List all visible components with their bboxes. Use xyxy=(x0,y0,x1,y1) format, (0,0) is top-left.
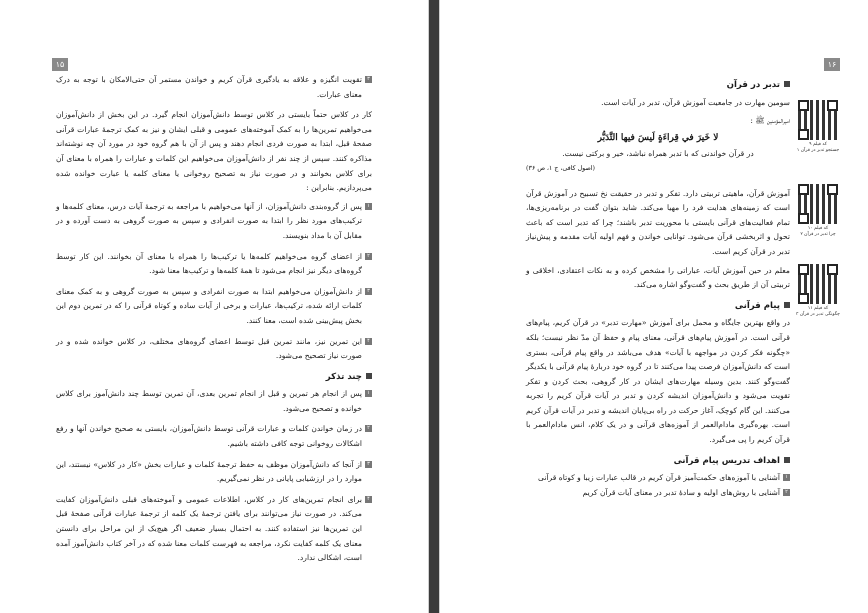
quote-translation: در قرآن خواندنی که با تدبر همراه نباشد، خیر و برکتی نیست. xyxy=(562,149,754,159)
list-item xyxy=(56,285,372,329)
section-heading: تدبر در قرآن xyxy=(526,78,790,93)
item-text: آشنایی با آموزه‌های حکمت‌آمیز قرآن کریم در قالب عبارات زیبا و کوتاه قرآنی xyxy=(538,473,780,483)
qr-caption: کد فیلم ۱۱ چگونگی تدبر در قرآن ۳ xyxy=(796,306,840,317)
item-text: برای انجام تمرین‌های کار در کلاس، اطلاعات عمومی و آموخته‌های قبلی دانش‌آموزان کفایت می‌کند. در صورت نیاز می‌توانند برای یافتن ترجمهٔ یک کلمه از ترجمهٔ عبارات قرآنی صفحهٔ قبل این تمرین‌ها نیز استفاده کنند. به احتمال بسیار ضعیف اگر هیچ‌یک از این مراحل برای دانستن معنای یک کلمه کفایت نکرد، مراجعه به فهرست کلمات معنا شده که در آخر کتاب دانش‌آموز آمده است، اشکالی ندارد. xyxy=(56,494,362,563)
qr-code-icon[interactable] xyxy=(798,100,838,140)
item-text: پس از گروه‌بندی دانش‌آموزان، از آنها می‌خواهیم با مراجعه به ترجمهٔ آیات درس، معنای کلمه‌ها و ترکیب‌های مورد نظر را ابتدا به صورت انفرادی و سپس به صورت گروهی به دست آورده و در مقابل آن با مداد بنویسند. xyxy=(56,201,362,240)
list-item xyxy=(56,250,372,279)
list-item xyxy=(56,200,372,244)
list-item xyxy=(56,387,372,416)
item-text: از دانش‌آموزان می‌خواهیم ابتدا به صورت انفرادی و سپس به صورت گروهی و به کمک معنای کلمات ارائه شده، ترکیب‌ها، عبارات و برخی از آیات ساده و کوتاه قرآنی را که در تمرین دوم این بخش پیش‌بینی شده است، معنا کنند. xyxy=(56,286,362,325)
quote-arabic: لا خَيرَ في قِراءَةٍ لَيسَ فيها التَّدَبُّر xyxy=(597,132,719,143)
item-number: ۲ xyxy=(783,489,790,496)
list-item xyxy=(56,493,372,566)
item-number: ۴ xyxy=(365,496,372,503)
item-number: ۲ xyxy=(365,253,372,260)
qr-code-icon[interactable] xyxy=(798,264,838,304)
item-text: از آنجا که دانش‌آموزان موظف به حفظ ترجمهٔ کلمات و عبارات بخش «کار در کلاس» نیستند، این موارد را در ارزشیابی پایانی در نظر نمی‌گیریم. xyxy=(56,459,362,484)
item-number: ۲ xyxy=(365,425,372,432)
list-item xyxy=(56,422,372,451)
item-number: ۱ xyxy=(365,390,372,397)
square-bullet-icon xyxy=(366,373,372,379)
square-bullet-icon xyxy=(784,302,790,308)
qr-code-block[interactable] xyxy=(794,264,842,318)
list-item xyxy=(56,335,372,364)
paragraph: کار در کلاس حتماً بایستی در کلاس توسط دانش‌آموزان انجام گیرد. در این بخش از دانش‌آموزان می‌خواهیم تمرین‌ها را به کمک آموخته‌های عمومی و قبلی ایشان و نیز به کمک ترجمهٔ عبارات قرآنی صفحهٔ قبل، ابتدا به صورت فردی انجام دهند و پس از آن با هم گروه خود در مورد آن چه نوشته‌اند مذاکره کنند. سپس از چند نفر از دانش‌آموزان می‌خواهیم این کلمات و عبارات را همراه با معنای آن برای کلاس بخوانند و در صورت نیاز به تصحیح روخوانی یا معنای کلمه یا عبارت خوانده شده می‌پردازیم. بنابراین : xyxy=(56,110,372,193)
item-text: در زمان خواندن کلمات و عبارات قرآنی توسط دانش‌آموزان، بایستی به صحیح خواندن آنها و رفع اشکالات روخوانی توجه کافی داشته باشیم. xyxy=(56,424,362,449)
item-number: ۱ xyxy=(783,474,790,481)
book-gutter xyxy=(429,0,439,613)
item-text: پس از انجام هر تمرین و قبل از انجام تمرین بعدی، آن تمرین توسط چند دانش‌آموز برای کلاس خوانده و تصحیح می‌شود. xyxy=(56,389,362,413)
paragraph: معلم در حین آموزش آیات، عباراتی را مشخص کرده و به نکات اعتقادی، اخلاقی و تربیتی آن از طریق بحث و گفت‌وگو اشاره می‌کند. xyxy=(526,265,790,290)
item-text: تقویت انگیزه و علاقه به یادگیری قرآن کریم و خواندن مستمر آن حتی‌الامکان با توجه به درک معنای عبارات. xyxy=(56,75,362,99)
section-heading: اهداف تدریس پیام قرآنی xyxy=(526,454,790,469)
quote-reference: (اصول کافی، ج ۱، ص ۳۶) xyxy=(526,164,595,172)
item-number: ۳ xyxy=(365,461,372,468)
item-text: از اعضای گروه می‌خواهیم کلمه‌ها یا ترکیب‌ها را همراه با معنای آن بخوانند. این کار توسط گروه‌های دیگر نیز انجام می‌شود تا همهٔ کلمه‌ها و ترکیب‌ها معنا شود. xyxy=(56,251,362,276)
left-page-body xyxy=(56,73,372,572)
section-heading: پیام قرآنی xyxy=(526,299,790,314)
quote-attribution: امیرالمؤمنین ﷺ : xyxy=(750,116,790,126)
item-number: ۴ xyxy=(365,338,372,345)
qr-code-block[interactable] xyxy=(794,184,842,238)
list-item xyxy=(526,471,790,486)
list-item xyxy=(526,486,790,501)
qr-caption: کد فیلم ۹ جستجو تدبر در قرآن ۱ xyxy=(796,142,840,153)
section-heading: چند تذکر xyxy=(56,370,372,385)
right-page-body xyxy=(526,72,790,500)
item-text: این تمرین نیز، مانند تمرین قبل توسط اعضای گروه‌های مختلف، در کلاس خوانده شده و در صورت نیاز تصحیح می‌شود. xyxy=(56,336,362,361)
left-page xyxy=(0,0,429,613)
page-number: ۱۵ xyxy=(52,58,68,71)
right-page xyxy=(439,0,868,613)
qr-code-icon[interactable] xyxy=(798,184,838,224)
square-bullet-icon xyxy=(784,457,790,463)
paragraph: آموزش قرآن، ماهیتی تربیتی دارد. تفکر و تدبر در حقیقت نخ تسبیح در آموزش قرآن است که زمینه‌های هدایت فرد را مهیا می‌کند. شاید بتوان گفت در برنامه‌ریزی‌ها، تمام فعالیت‌های قرآنی بایستی با محوریت تدبر باشند؛ چرا که تدبر است که باعث تحول و اثربخشی قرآن می‌شود. توانایی خواندن و فهم اولیه آیات مقدمه و پیش‌نیاز تدبر در قرآن کریم است. xyxy=(526,188,790,256)
item-text: آشنایی با روش‌های اولیه و سادهٔ تدبر در معنای آیات قرآن کریم xyxy=(582,487,780,497)
qr-code-block[interactable] xyxy=(794,100,842,154)
intro-text: سومین مهارت در جامعیت آموزش قرآن، تدبر در آیات است. xyxy=(601,97,790,107)
list-item xyxy=(56,73,372,102)
item-number: ۳ xyxy=(365,288,372,295)
qr-caption: کد فیلم ۱۰ چرا تدبر در قرآن ۲ xyxy=(800,226,836,237)
page-number: ۱۶ xyxy=(824,58,840,71)
paragraph: در واقع بهترین جایگاه و محمل برای آموزش «مهارت تدبر» در قرآن کریم، پیام‌های قرآنی است. در آموزش پیام‌های قرآنی، معنای پیام و حفظ آن مدّ نظر نیست؛ بلکه «چگونه فکر کردن در مواجهه با آیات» هدف می‌باشد در واقع پیام قرآنی، بستری است که دانش‌آموزان فرصت پیدا می‌کنند تا در گروه خود دربارهٔ پیام قرآنی با یکدیگر گفت‌وگو کنند. بدین وسیله مهارت‌های ایشان در کار گروهی، بحث کردن و تفکر تقویت می‌شود و دانش‌آموزان اندیشه کردن و تدبر در آیات قرآن کریم را تجربه می‌کنند. این گام کوچک، آغاز حرکت در راه بی‌پایان اندیشه و تدبر در آیات قرآن کریم است. بهره‌گیری مادام‌العمر از آموزه‌های قرآنی و در یک کلام، انس مادام‌العمر با قرآن کریم را پی می‌گیرد. xyxy=(525,318,790,445)
item-number: ۳ xyxy=(365,76,372,83)
square-bullet-icon xyxy=(784,81,790,87)
item-number: ۱ xyxy=(365,203,372,210)
list-item xyxy=(56,458,372,487)
